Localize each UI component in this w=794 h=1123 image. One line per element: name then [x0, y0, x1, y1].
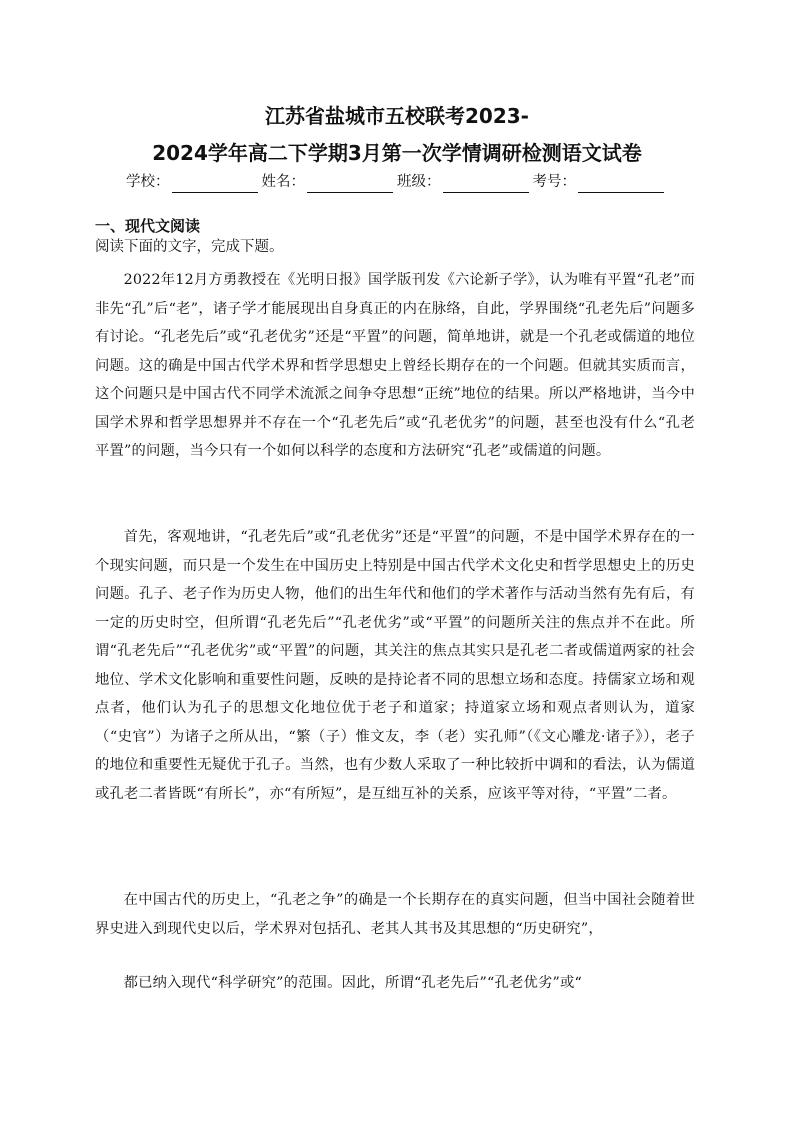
reading-instruction: 阅读下面的文字，完成下题。 [95, 239, 284, 255]
passage-paragraph-3: 在中国古代的历史上，“孔老之争”的确是一个长期存在的真实问题，但当中国社会随着世界史进入到现代史以后，学术界对包括孔、老其人其书及其思想的“历史研究”， [95, 892, 695, 937]
school-blank [172, 176, 258, 193]
document-title-line-1: 江苏省盐城市五校联考2023- [265, 104, 529, 128]
name-label: 姓名： [261, 174, 305, 190]
school-label: 学校： [126, 174, 170, 190]
class-blank [443, 176, 529, 193]
class-label: 班级： [397, 174, 441, 190]
document-title-line-2: 2024学年高二下学期3月第一次学情调研检测语文试卷 [152, 141, 642, 165]
name-blank [307, 176, 393, 193]
passage-paragraph-1: 2022年12月方勇教授在《光明日报》国学版刊发《六论新子学》，认为唯有平置“孔老”而非先“孔”后“老”，诸子学才能展现出自身真正的内在脉络，自此，学界围绕“孔老先后”问题多有讨论。“孔老先后”或“孔老优劣”还是“平置”的问题，简单地讲，就是一个孔老或儒道的地位问题。这的确是中国古代学术界和哲学思想史上曾经长期存在的一个问题。但就其实质而言，这个问题只是中国古代不同学术流派之间争夺思想“正统”地位的结果。所以严格地讲，当今中国学术界和哲学思想界并不存在一个“孔老先后”或“孔老优劣”的问题，甚至也没有什么“孔老平置”的问题，当今只有一个如何以科学的态度和方法研究“孔老”或儒道的问题。 [95, 272, 695, 459]
exam-number-blank [578, 176, 664, 193]
exam-number-label: 考号： [532, 174, 576, 190]
name-field [262, 171, 394, 193]
student-info-row [0, 171, 794, 193]
passage-paragraph-4: 都已纳入现代“科学研究”的范围。因此，所谓“孔老先后”“孔老优劣”或“ [123, 975, 583, 991]
exam-number-field [533, 171, 665, 193]
class-field [397, 171, 529, 193]
passage-paragraph-2: 首先，客观地讲，“孔老先后”或“孔老优劣”还是“平置”的问题，不是中国学术界存在的一个现实问题，而只是一个发生在中国历史上特别是中国古代学术文化史和哲学思想史上的历史问题。孔子、老子作为历史人物，他们的出生年代和他们的学术著作与活动当然有先有后，有一定的历史时空，但所谓“孔老先后”“孔老优劣”或“平置”的问题所关注的焦点并不在此。所谓“孔老先后”“孔老优劣”或“平置”的问题，其关注的焦点其实只是孔老二者或儒道两家的社会地位、学术文化影响和重要性问题，反映的是持论者不同的思想立场和态度。持儒家立场和观点者，他们认为孔子的思想文化地位优于老子和道家；持道家立场和观点者则认为，道家（“史官”）为诸子之所从出，“繁（子）惟文友，李（老）实孔师”（《文心雕龙·诸子》），老子的地位和重要性无疑优于孔子。当然，也有少数人采取了一种比较折中调和的看法，认为儒道或孔老二者皆既“有所长”，亦“有所短”，是互绌互补的关系，应该平等对待，“平置”二者。 [95, 529, 695, 802]
section-heading: 一、现代文阅读 [95, 217, 201, 235]
school-field [126, 171, 258, 193]
